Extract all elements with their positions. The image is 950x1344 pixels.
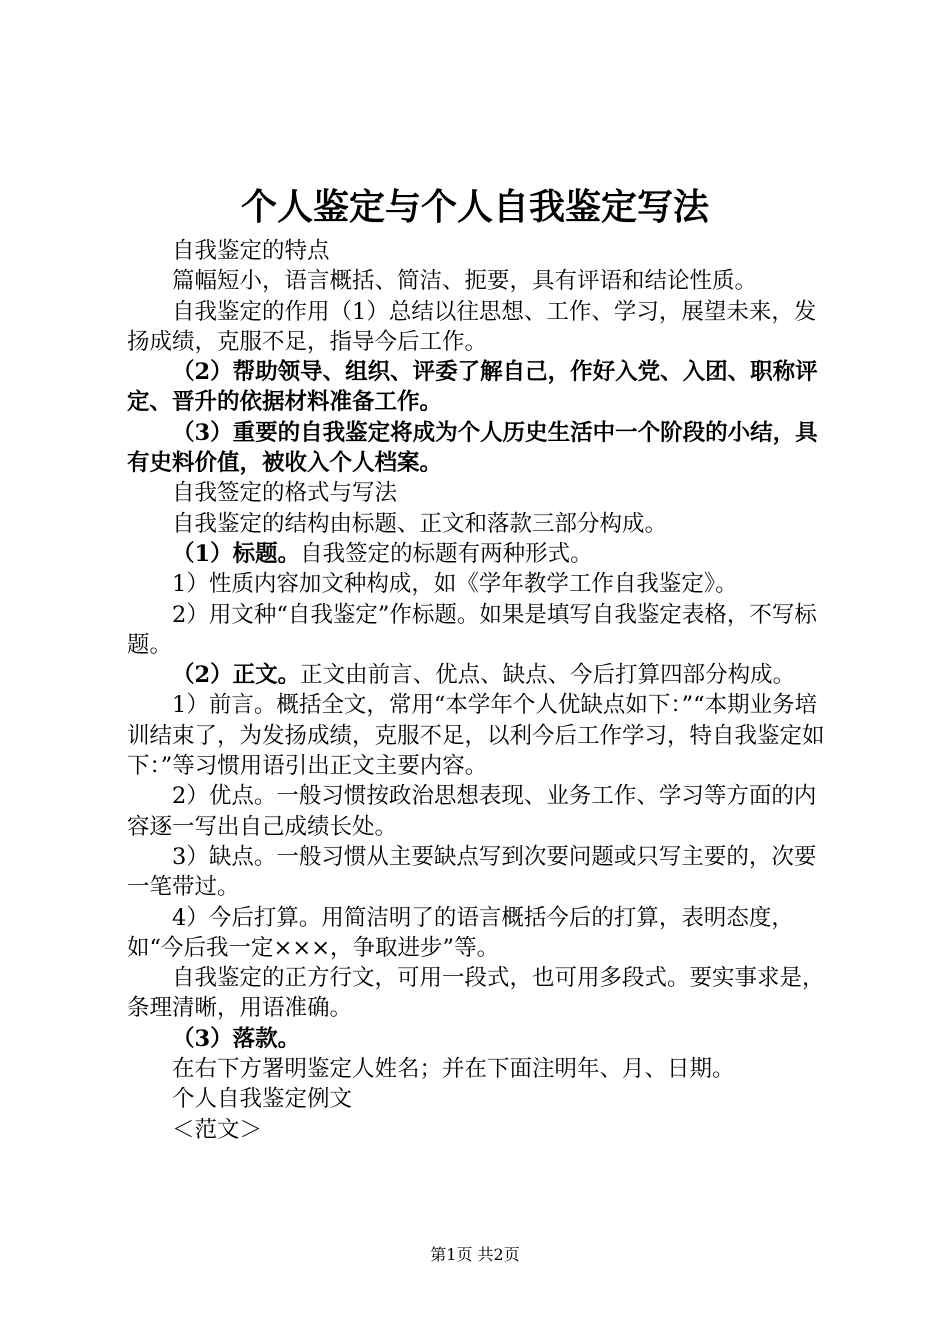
paragraph xyxy=(127,690,833,781)
paragraph-text: 2）优点。一般习惯按政治思想表现、业务工作、学习等方面的内容逐一写出自己成绩长处。 xyxy=(127,783,817,840)
paragraph-lead: （1）标题。 xyxy=(172,540,301,567)
paragraph-text: 1）前言。概括全文，常用“本学年个人优缺点如下：”“本期业务培训结束了，为发扬成绩，克服不足，以利今后工作学习，特自我鉴定如下：”等习惯用语引出正文主要内容。 xyxy=(127,692,825,780)
paragraph-text: （3）重要的自我鉴定将成为个人历史生活中一个阶段的小结，具有史料价值，被收入个人档案。 xyxy=(127,419,818,477)
paragraph-text: 自我鉴定的作用（1）总结以往思想、工作、学习，展望未来，发扬成绩，克服不足，指导今后工作。 xyxy=(127,298,817,355)
paragraph-text: 自我鉴定的结构由标题、正文和落款三部分构成。 xyxy=(172,510,668,537)
paragraph xyxy=(127,266,833,296)
paragraph xyxy=(127,1115,833,1145)
paragraph-text: 篇幅短小，语言概括、简洁、扼要，具有评语和结论性质。 xyxy=(172,268,758,295)
paragraph-text: 在右下方署明鉴定人姓名；并在下面注明年、月、日期。 xyxy=(172,1056,735,1083)
paragraph xyxy=(127,418,833,479)
paragraph-text: 3）缺点。一般习惯从主要缺点写到次要问题或只写主要的，次要一笔带过。 xyxy=(127,843,817,901)
paragraph-text: 2）用文种“自我鉴定”作标题。如果是填写自我鉴定表格，不写标题。 xyxy=(127,601,817,658)
paragraph xyxy=(127,600,833,661)
paragraph-text: 正文由前言、优点、缺点、今后打算四部分构成。 xyxy=(300,662,796,689)
paragraph xyxy=(127,903,833,964)
paragraph-lead: （2）正文。 xyxy=(172,662,301,689)
page-footer: 第1页 共2页 xyxy=(430,1245,520,1264)
paragraph xyxy=(127,236,833,266)
paragraph-text: 自我签定的标题有两种形式。 xyxy=(300,540,593,567)
paragraph xyxy=(127,660,833,690)
paragraph-text: ＜范文＞ xyxy=(172,1116,263,1143)
paragraph-text: （3）落款。 xyxy=(172,1025,301,1052)
paragraph xyxy=(127,781,833,842)
paragraph-text: 1）性质内容加文种构成，如《学年教学工作自我鉴定》。 xyxy=(172,571,738,598)
paragraph-text: 自我鉴定的正方行文，可用一段式，也可用多段式。要实事求是，条理清晰，用语准确。 xyxy=(127,965,825,1022)
document-title: 个人鉴定与个人自我鉴定写法 xyxy=(240,186,709,228)
paragraph xyxy=(127,1024,833,1054)
paragraph xyxy=(127,509,833,539)
paragraph-text: （2）帮助领导、组织、评委了解自己，作好入党、入团、职称评定、晋升的依据材料准备工作。 xyxy=(127,359,818,416)
paragraph xyxy=(127,1054,833,1084)
paragraph xyxy=(127,357,833,418)
paragraph xyxy=(127,297,833,358)
paragraph-text: 自我鉴定的特点 xyxy=(172,238,330,264)
paragraph-text: 个人自我鉴定例文 xyxy=(172,1086,353,1113)
document-body xyxy=(127,236,833,1145)
paragraph-text: 4）今后打算。用简洁明了的语言概括今后的打算，表明态度，如“今后我一定×××，争取进步”等。 xyxy=(127,904,794,961)
paragraph xyxy=(127,842,833,903)
paragraph-text: 自我签定的格式与写法 xyxy=(172,480,398,507)
paragraph xyxy=(127,1084,833,1114)
paragraph xyxy=(127,569,833,599)
paragraph xyxy=(127,478,833,508)
paragraph xyxy=(127,963,833,1024)
paragraph xyxy=(127,539,833,569)
